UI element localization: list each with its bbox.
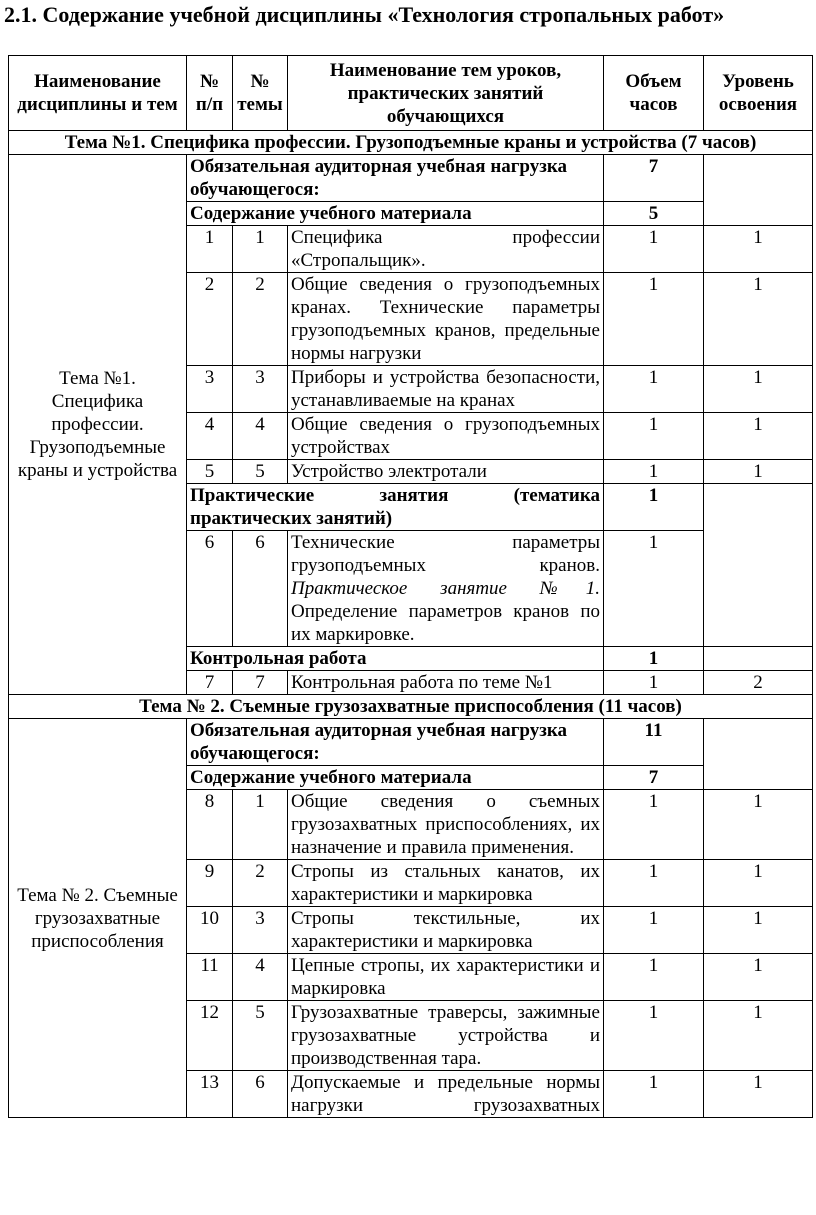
- row-num: 10: [187, 907, 233, 954]
- row-hours: 1: [604, 907, 704, 954]
- row-hours: 1: [604, 790, 704, 860]
- row-name: Стропы текстильные, их характеристики и маркировка: [288, 907, 604, 954]
- row-level: 2: [704, 671, 813, 695]
- topic2-load-label: Обязательная аудиторная учебная нагрузка обучающегося:: [187, 719, 604, 766]
- row-name: Приборы и устройства безопасности, устанавливаемые на кранах: [288, 366, 604, 413]
- row-name: Грузозахватные траверсы, зажимные грузозахватные устройства и производственная тара.: [288, 1001, 604, 1071]
- header-hours: Объем часов: [604, 56, 704, 131]
- row-hours: 1: [604, 460, 704, 484]
- row-name: [288, 531, 604, 647]
- row-topic-num: 7: [233, 671, 288, 695]
- row-topic-num: 4: [233, 413, 288, 460]
- topic2-content-label: Содержание учебного материала: [187, 766, 604, 790]
- row-hours: 1: [604, 531, 704, 647]
- row-hours: 1: [604, 1071, 704, 1118]
- row-topic-num: 6: [233, 531, 288, 647]
- topic1-practice-label: Практические занятия (тематика практических занятий): [187, 484, 604, 531]
- practice-name-italic: Практическое занятие №1.: [291, 578, 600, 599]
- practice-name-a: Технические параметры грузоподъемных кранов.: [291, 532, 600, 576]
- row-num: 13: [187, 1071, 233, 1118]
- row-num: 4: [187, 413, 233, 460]
- row-topic-num: 3: [233, 907, 288, 954]
- section-title: 2.1. Содержание учебной дисциплины «Технология стропальных работ»: [4, 2, 725, 27]
- row-hours: 1: [604, 413, 704, 460]
- row-level: 1: [704, 1071, 813, 1118]
- row-num: 6: [187, 531, 233, 647]
- topic1-content-label: Содержание учебного материала: [187, 202, 604, 226]
- topic2-heading-row: [9, 695, 813, 719]
- row-level: 1: [704, 954, 813, 1001]
- row-hours: 1: [604, 366, 704, 413]
- row-hours: 1: [604, 860, 704, 907]
- row-topic-num: 5: [233, 1001, 288, 1071]
- row-topic-num: 2: [233, 273, 288, 366]
- row-topic-num: 4: [233, 954, 288, 1001]
- row-num: 2: [187, 273, 233, 366]
- topic1-practice-level-empty: [704, 484, 813, 647]
- row-num: 7: [187, 671, 233, 695]
- row-num: 12: [187, 1001, 233, 1071]
- topic1-practice-hours: 1: [604, 484, 704, 531]
- row-hours: 1: [604, 273, 704, 366]
- row-num: 11: [187, 954, 233, 1001]
- header-level: Уровень освоения: [704, 56, 813, 131]
- topic1-load-hours: 7: [604, 155, 704, 202]
- row-topic-num: 1: [233, 790, 288, 860]
- row-level: 1: [704, 790, 813, 860]
- row-num: 8: [187, 790, 233, 860]
- row-name: Общие сведения о грузоподъемных кранах. Технические параметры грузоподъемных кранов, предельные нормы нагрузки: [288, 273, 604, 366]
- topic1-content-hours: 5: [604, 202, 704, 226]
- row-level: 1: [704, 860, 813, 907]
- row-name: Специфика профессии «Стропальщик».: [288, 226, 604, 273]
- row-level: 1: [704, 273, 813, 366]
- row-level: 1: [704, 1001, 813, 1071]
- row-name: Устройство электротали: [288, 460, 604, 484]
- topic1-heading-row: [9, 131, 813, 155]
- row-hours: 1: [604, 954, 704, 1001]
- row-topic-num: 5: [233, 460, 288, 484]
- topic1-load-level: [704, 155, 813, 226]
- row-num: 3: [187, 366, 233, 413]
- row-topic-num: 3: [233, 366, 288, 413]
- row-level: 1: [704, 460, 813, 484]
- topic2-load-level: [704, 719, 813, 790]
- topic2-load-row: [9, 719, 813, 766]
- topic2-content-hours: 7: [604, 766, 704, 790]
- row-hours: 1: [604, 1001, 704, 1071]
- topic2-discipline-name: Тема № 2. Съемные грузозахватные приспособления: [9, 719, 187, 1118]
- header-lesson-name: Наименование тем уроков, практических занятий обучающихся: [288, 56, 604, 131]
- row-hours: 1: [604, 226, 704, 273]
- row-num: 1: [187, 226, 233, 273]
- row-hours: 1: [604, 671, 704, 695]
- practice-name-b: Определение параметров кранов по их маркировке.: [291, 601, 600, 645]
- row-num: 9: [187, 860, 233, 907]
- topic1-heading: Тема №1. Специфика профессии. Грузоподъемные краны и устройства (7 часов): [9, 131, 813, 155]
- row-level: 1: [704, 226, 813, 273]
- row-level: 1: [704, 907, 813, 954]
- topic1-load-row: [9, 155, 813, 202]
- topic1-load-label: Обязательная аудиторная учебная нагрузка обучающегося:: [187, 155, 604, 202]
- topic1-control-hours: 1: [604, 647, 704, 671]
- row-name: Стропы из стальных канатов, их характеристики и маркировка: [288, 860, 604, 907]
- header-discipline: Наименование дисциплины и тем: [9, 56, 187, 131]
- row-level: 1: [704, 366, 813, 413]
- row-name: Общие сведения о грузоподъемных устройствах: [288, 413, 604, 460]
- header-num: № п/п: [187, 56, 233, 131]
- row-topic-num: 2: [233, 860, 288, 907]
- table-header: [9, 56, 813, 131]
- topic1-control-label: Контрольная работа: [187, 647, 604, 671]
- topic1-control-level-empty: [704, 647, 813, 671]
- row-topic-num: 6: [233, 1071, 288, 1118]
- topic2-heading: Тема № 2. Съемные грузозахватные приспособления (11 часов): [9, 695, 813, 719]
- row-name: Контрольная работа по теме №1: [288, 671, 604, 695]
- row-name: Общие сведения о съемных грузозахватных приспособлениях, их назначение и правила применения.: [288, 790, 604, 860]
- topic1-discipline-name: Тема №1. Специфика профессии. Грузоподъемные краны и устройства: [9, 155, 187, 695]
- topic2-load-hours: 11: [604, 719, 704, 766]
- row-num: 5: [187, 460, 233, 484]
- row-topic-num: 1: [233, 226, 288, 273]
- row-name: Допускаемые и предельные нормы нагрузки грузозахватных: [288, 1071, 604, 1118]
- row-level: 1: [704, 413, 813, 460]
- row-name: Цепные стропы, их характеристики и маркировка: [288, 954, 604, 1001]
- header-topic-num: № темы: [233, 56, 288, 131]
- curriculum-table: [8, 55, 813, 1118]
